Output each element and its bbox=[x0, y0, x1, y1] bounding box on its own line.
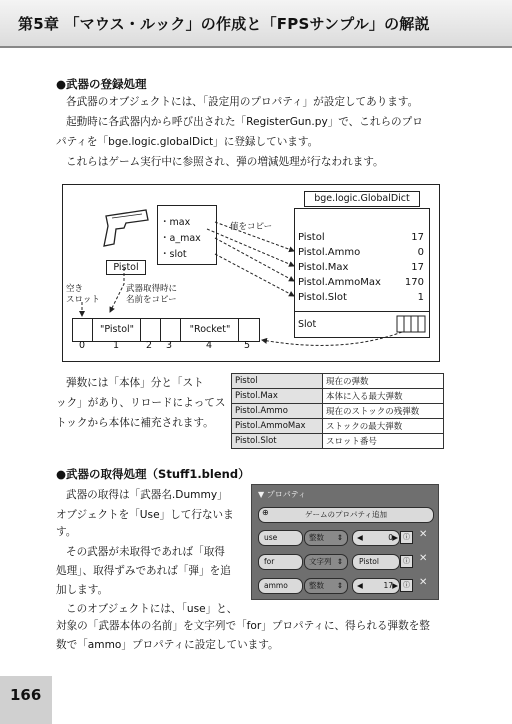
global-dict-row: Pistol.Max 17 bbox=[298, 262, 424, 273]
paragraph-line: す。 bbox=[56, 526, 77, 538]
info-icon[interactable]: ⓘ bbox=[400, 531, 413, 544]
ammo-note-line: ック」があり、リロードによってス bbox=[56, 397, 226, 409]
table-row: Pistol.AmmoMax ストックの最大弾数 bbox=[232, 419, 444, 434]
paragraph-line: その武器が未取得であれば「取得 bbox=[66, 546, 225, 558]
pistol-name-label: Pistol bbox=[106, 260, 146, 275]
property-slot: ・slot bbox=[160, 249, 187, 260]
slot-index: 5 bbox=[244, 340, 251, 351]
section-heading-registration: ●武器の登録処理 bbox=[56, 77, 147, 91]
remove-property-icon[interactable]: ✕ bbox=[419, 553, 428, 564]
paragraph-line: 起動時に各武器内から呼び出された「RegisterGun.py」で、これらのプロ bbox=[66, 116, 423, 128]
slot-index: 3 bbox=[166, 340, 173, 351]
property-max: ・max bbox=[160, 217, 191, 228]
property-name-field[interactable]: ammo bbox=[258, 578, 303, 594]
add-game-property-button[interactable]: ゲームのプロパティ追加 bbox=[258, 507, 434, 523]
plus-icon: ⊕ bbox=[262, 508, 269, 517]
slot-row-label: Slot bbox=[298, 319, 317, 330]
global-dict-row: Pistol.Ammo 0 bbox=[298, 247, 424, 258]
paragraph-line: これらはゲーム実行中に参照され、弾の増減処理が行なわれます。 bbox=[66, 156, 384, 168]
remove-property-icon[interactable]: ✕ bbox=[419, 577, 428, 588]
property-value-field[interactable]: ◀ 0 ▶ bbox=[352, 530, 400, 546]
property-name-field[interactable]: for bbox=[258, 554, 303, 570]
empty-slot-label-line: スロット bbox=[66, 295, 100, 305]
global-dict-title: bge.logic.GlobalDict bbox=[304, 191, 420, 207]
paragraph-line: 数で「ammo」プロパティに設定しています。 bbox=[56, 639, 279, 651]
chapter-title: 第5章 「マウス・ルック」の作成と「FPSサンプル」の解説 bbox=[18, 15, 430, 33]
slot-index: 1 bbox=[113, 340, 120, 351]
diagram-arrows bbox=[62, 184, 440, 362]
paragraph-line: 処理」、取得ずみであれば「弾」を追 bbox=[56, 565, 231, 577]
info-icon[interactable]: ⓘ bbox=[400, 555, 413, 568]
ammo-note-line: 弾数には「本体」分と「スト bbox=[66, 377, 204, 389]
copy-value-label: 値をコピー bbox=[230, 222, 273, 232]
property-a-max: ・a_max bbox=[160, 233, 201, 244]
property-value-field[interactable]: Pistol bbox=[352, 554, 400, 570]
global-dict-row: Pistol.AmmoMax 170 bbox=[298, 277, 424, 288]
property-table bbox=[231, 373, 444, 449]
table-row: Pistol.Slot スロット番号 bbox=[232, 434, 444, 449]
ammo-note-line: トックから本体に補充されます。 bbox=[56, 417, 214, 429]
paragraph-line: パティを「bge.logic.globalDict」に登録しています。 bbox=[56, 136, 319, 148]
table-row: Pistol.Max 本体に入る最大弾数 bbox=[232, 389, 444, 404]
property-type-select[interactable]: 整数 ⇕ bbox=[304, 578, 348, 594]
table-row: Pistol 現在の弾数 bbox=[232, 374, 444, 389]
page-number: 166 bbox=[10, 686, 42, 704]
paragraph-line: 加します。 bbox=[56, 584, 109, 596]
slot-index: 0 bbox=[79, 340, 86, 351]
paragraph-line: オブジェクトを「Use」して行ないま bbox=[56, 509, 234, 521]
slot-cell-pistol: "Pistol" bbox=[92, 318, 142, 342]
info-icon[interactable]: ⓘ bbox=[400, 579, 413, 592]
property-type-select[interactable]: 文字列 ⇕ bbox=[304, 554, 348, 570]
paragraph-line: このオブジェクトには、「use」と、 bbox=[66, 603, 238, 615]
global-dict-row: Pistol.Slot 1 bbox=[298, 292, 424, 303]
name-copy-label-line: 名前をコピー bbox=[126, 295, 177, 305]
panel-title[interactable]: ▼ プロパティ bbox=[258, 490, 307, 499]
property-value-field[interactable]: ◀ 17 ▶ bbox=[352, 578, 400, 594]
paragraph-line: 対象の「武器本体の名前」を文字列で「for」プロパティに、得られる弾数を整 bbox=[56, 620, 430, 632]
property-type-select[interactable]: 整数 ⇕ bbox=[304, 530, 348, 546]
section-heading-acquisition: ●武器の取得処理（Stuff1.blend） bbox=[56, 467, 250, 481]
property-name-field[interactable]: use bbox=[258, 530, 303, 546]
remove-property-icon[interactable]: ✕ bbox=[419, 529, 428, 540]
empty-slot-label-line: 空き bbox=[66, 284, 84, 294]
global-dict-row: Pistol 17 bbox=[298, 232, 424, 243]
slot-cell-rocket: "Rocket" bbox=[180, 318, 240, 342]
paragraph-line: 各武器のオブジェクトには、「設定用のプロパティ」が設定してあります。 bbox=[66, 96, 419, 108]
name-copy-label-line: 武器取得時に bbox=[126, 284, 178, 294]
table-row: Pistol.Ammo 現在のストックの残弾数 bbox=[232, 404, 444, 419]
paragraph-line: 武器の取得は「武器名.Dummy」 bbox=[66, 489, 228, 501]
slot-index: 2 bbox=[146, 340, 153, 351]
slot-index: 4 bbox=[206, 340, 213, 351]
